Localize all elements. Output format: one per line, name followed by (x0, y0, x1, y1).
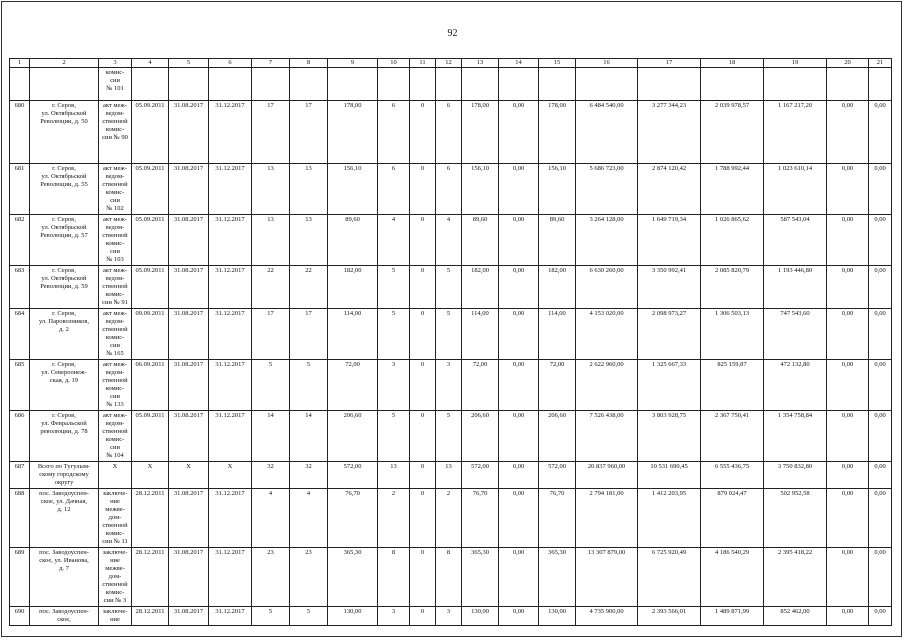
table-cell-col-1: 685 (10, 360, 30, 411)
table-cell-col-12: 5 (436, 411, 462, 462)
table-cell-col-19 (764, 68, 827, 101)
column-header-12: 12 (436, 59, 462, 68)
table-cell-col-20: 0,00 (827, 607, 869, 626)
table-cell-col-8: 23 (290, 548, 328, 607)
table-cell-col-10: 6 (378, 101, 410, 164)
table-cell-col-14: 0,00 (499, 411, 539, 462)
table-cell-col-17: 1 412 203,95 (638, 489, 701, 548)
table-cell-col-7 (252, 68, 290, 101)
table-cell-col-2: г. Серов, ул. Североонеж- ская, д. 19 (30, 360, 99, 411)
table-cell-col-13: 365,30 (462, 548, 499, 607)
page-number: 92 (447, 28, 458, 39)
table-cell-col-1 (10, 68, 30, 101)
table-cell-col-13: 76,70 (462, 489, 499, 548)
table-cell-col-16: 6 630 260,00 (576, 266, 638, 309)
table-cell-col-3: акт меж- ведом- ственной комис- сии № 165 (99, 309, 132, 360)
table-cell-col-20: 0,00 (827, 489, 869, 548)
table-cell-col-1: 688 (10, 489, 30, 548)
table-cell-col-10: 5 (378, 266, 410, 309)
table-cell-col-18: 2 085 820,79 (701, 266, 764, 309)
table-cell-col-4: 09.09.2011 (132, 309, 169, 360)
table-cell-col-15: 89,60 (539, 215, 576, 266)
column-header-11: 11 (410, 59, 436, 68)
table-cell-col-10: 3 (378, 360, 410, 411)
table-cell-col-16: 20 837 960,00 (576, 462, 638, 489)
table-cell-col-1: 681 (10, 164, 30, 215)
table-cell-col-20: 0,00 (827, 215, 869, 266)
table-cell-col-21: 0,00 (869, 607, 892, 626)
column-header-17: 17 (638, 59, 701, 68)
table-cell-col-20: 0,00 (827, 411, 869, 462)
table-cell-col-12: 6 (436, 101, 462, 164)
table-cell-col-3: заключе- ние межве- дом- ственной комис- сии № 3 (99, 548, 132, 607)
table-cell-col-6: 31.12.2017 (209, 548, 252, 607)
table-cell-col-14 (499, 68, 539, 101)
table-cell-col-11: 0 (410, 462, 436, 489)
table-row (10, 411, 892, 462)
table-cell-col-6: 31.12.2017 (209, 309, 252, 360)
table-cell-col-12: 6 (436, 164, 462, 215)
table-cell-col-1: 684 (10, 309, 30, 360)
table-cell-col-10: 13 (378, 462, 410, 489)
table-cell-col-11: 0 (410, 360, 436, 411)
table-row (10, 215, 892, 266)
table-cell-col-19: 2 395 418,22 (764, 548, 827, 607)
table-cell-col-1: 690 (10, 607, 30, 626)
table-cell-col-6: 31.12.2017 (209, 607, 252, 626)
table-cell-col-16: 6 484 540,00 (576, 101, 638, 164)
table-cell-col-5: 31.08.2017 (169, 164, 209, 215)
table-cell-col-4: 28.12.2011 (132, 607, 169, 626)
table-cell-col-4: 05.09.2011 (132, 411, 169, 462)
table-cell-col-16: 5 686 723,00 (576, 164, 638, 215)
column-header-6: 6 (209, 59, 252, 68)
table-cell-col-12: 3 (436, 360, 462, 411)
column-header-2: 2 (30, 59, 99, 68)
table-cell-col-15: 182,00 (539, 266, 576, 309)
table-cell-col-9: 365,30 (328, 548, 378, 607)
table-cell-col-3: заключе- ние (99, 607, 132, 626)
table-cell-col-17: 1 325 667,33 (638, 360, 701, 411)
table-cell-col-19: 1 023 610,14 (764, 164, 827, 215)
table-cell-col-4: 06.09.2011 (132, 360, 169, 411)
column-header-1: 1 (10, 59, 30, 68)
table-cell-col-6 (209, 68, 252, 101)
table-cell-col-14: 0,00 (499, 462, 539, 489)
table-cell-col-8: 17 (290, 309, 328, 360)
column-header-21: 21 (869, 59, 892, 68)
table-cell-col-5: 31.08.2017 (169, 309, 209, 360)
table-cell-col-14: 0,00 (499, 164, 539, 215)
column-header-14: 14 (499, 59, 539, 68)
table-cell-col-17: 2 098 973,27 (638, 309, 701, 360)
table-cell-col-18: 879 024,47 (701, 489, 764, 548)
table-cell-col-15: 206,60 (539, 411, 576, 462)
table-cell-col-2: г. Серов, ул. Октябрьской Революции, д. 59 (30, 266, 99, 309)
table-cell-col-7: 17 (252, 101, 290, 164)
table-cell-col-15: 76,70 (539, 489, 576, 548)
table-cell-col-1: 689 (10, 548, 30, 607)
table-cell-col-2: пос. Заводоуспен- ское, ул. Иванова, д. 7 (30, 548, 99, 607)
table-cell-col-3: заключе- ние межве- дом- ственной комис- сии № 11 (99, 489, 132, 548)
table-cell-col-9: 130,00 (328, 607, 378, 626)
table-cell-col-21: 0,00 (869, 309, 892, 360)
table-cell-col-19: 1 167 217,20 (764, 101, 827, 164)
table-cell-col-8: 4 (290, 489, 328, 548)
table-cell-col-19: 747 543,60 (764, 309, 827, 360)
table-cell-col-18: 1 026 865,62 (701, 215, 764, 266)
table-cell-col-11 (410, 68, 436, 101)
table-cell-col-11: 0 (410, 164, 436, 215)
column-header-7: 7 (252, 59, 290, 68)
table-cell-col-21: 0,00 (869, 548, 892, 607)
table-cell-col-21: 0,00 (869, 462, 892, 489)
table-cell-col-3: акт меж- ведом- ственной комис- сии № 103 (99, 215, 132, 266)
table-cell-col-19: 587 543,04 (764, 215, 827, 266)
table-cell-col-2: г. Серов, ул. Паровозников, д. 2 (30, 309, 99, 360)
table-cell-col-19: 502 952,58 (764, 489, 827, 548)
table-cell-col-21: 0,00 (869, 411, 892, 462)
table-cell-col-11: 0 (410, 548, 436, 607)
table-cell-col-17: 3 803 928,75 (638, 411, 701, 462)
column-header-18: 18 (701, 59, 764, 68)
table-cell-col-7: 13 (252, 215, 290, 266)
table-cell-col-17: 6 725 920,49 (638, 548, 701, 607)
table-cell-col-18: 6 555 436,75 (701, 462, 764, 489)
table-cell-col-16: 7 526 438,00 (576, 411, 638, 462)
table-cell-col-18 (701, 68, 764, 101)
table-cell-col-4: 05.09.2011 (132, 266, 169, 309)
table-cell-col-8: 22 (290, 266, 328, 309)
column-header-16: 16 (576, 59, 638, 68)
table-cell-col-20: 0,00 (827, 462, 869, 489)
table-cell-col-6: 31.12.2017 (209, 101, 252, 164)
table-cell-col-17: 3 350 992,41 (638, 266, 701, 309)
table-cell-col-13: 182,00 (462, 266, 499, 309)
table-cell-col-5: 31.08.2017 (169, 360, 209, 411)
table-cell-col-19: 472 132,80 (764, 360, 827, 411)
table-cell-col-14: 0,00 (499, 489, 539, 548)
table-cell-col-5: X (169, 462, 209, 489)
column-number-header (10, 59, 892, 68)
table-cell-col-1: 683 (10, 266, 30, 309)
table-cell-col-4: 05.09.2011 (132, 215, 169, 266)
table-cell-col-18: 825 159,87 (701, 360, 764, 411)
table-cell-col-3: акт меж- ведом- ственной комис- сии № 104 (99, 411, 132, 462)
table-cell-col-7: 22 (252, 266, 290, 309)
table-cell-col-8: 17 (290, 101, 328, 164)
table-cell-col-4: X (132, 462, 169, 489)
table-cell-col-16: 4 153 020,00 (576, 309, 638, 360)
table-cell-col-21: 0,00 (869, 164, 892, 215)
table-cell-col-15: 178,00 (539, 101, 576, 164)
table-row (10, 266, 892, 309)
table-cell-col-21: 0,00 (869, 266, 892, 309)
table-cell-col-10: 4 (378, 215, 410, 266)
table-cell-col-11: 0 (410, 101, 436, 164)
table-cell-col-2: пос. Заводоуспен- ское, ул. Дачная, д. 12 (30, 489, 99, 548)
table-cell-col-19: 1 354 758,84 (764, 411, 827, 462)
table-cell-col-8 (290, 68, 328, 101)
table-cell-col-3: X (99, 462, 132, 489)
table-cell-col-14: 0,00 (499, 360, 539, 411)
table-row (10, 164, 892, 215)
table-cell-col-12: 5 (436, 266, 462, 309)
table-cell-col-16 (576, 68, 638, 101)
table-cell-col-2: г. Серов, ул. Февральской революции, д. 78 (30, 411, 99, 462)
table-cell-col-15: 156,10 (539, 164, 576, 215)
table-cell-col-14: 0,00 (499, 607, 539, 626)
table-cell-col-17: 2 874 120,42 (638, 164, 701, 215)
table-cell-col-18: 1 788 992,44 (701, 164, 764, 215)
table-cell-col-13: 114,00 (462, 309, 499, 360)
table-cell-col-18: 1 306 503,13 (701, 309, 764, 360)
table-cell-col-10: 3 (378, 607, 410, 626)
table-cell-col-20 (827, 68, 869, 101)
table-cell-col-5: 31.08.2017 (169, 266, 209, 309)
table-cell-col-17 (638, 68, 701, 101)
table-row (10, 607, 892, 626)
table-cell-col-13 (462, 68, 499, 101)
table-cell-col-15 (539, 68, 576, 101)
table-cell-col-16: 3 264 128,00 (576, 215, 638, 266)
table-cell-col-19: 852 462,00 (764, 607, 827, 626)
table-cell-col-8: 5 (290, 360, 328, 411)
table-cell-col-4: 28.12.2011 (132, 548, 169, 607)
table-cell-col-16: 2 794 181,00 (576, 489, 638, 548)
table-cell-col-1: 682 (10, 215, 30, 266)
table-cell-col-3: акт меж- ведом- ственной комис- сии № 91 (99, 266, 132, 309)
table-cell-col-13: 72,00 (462, 360, 499, 411)
table-cell-col-4: 28.12.2011 (132, 489, 169, 548)
table-cell-col-9: 114,00 (328, 309, 378, 360)
table-cell-col-3: комис- сии № 101 (99, 68, 132, 101)
table-cell-col-21: 0,00 (869, 215, 892, 266)
table-cell-col-6: 31.12.2017 (209, 215, 252, 266)
table-cell-col-15: 572,00 (539, 462, 576, 489)
table-row (10, 462, 892, 489)
column-header-5: 5 (169, 59, 209, 68)
table-cell-col-9: 182,00 (328, 266, 378, 309)
table-cell-col-17: 1 649 719,34 (638, 215, 701, 266)
table-cell-col-13: 130,00 (462, 607, 499, 626)
column-header-3: 3 (99, 59, 132, 68)
table-cell-col-9: 89,60 (328, 215, 378, 266)
column-header-13: 13 (462, 59, 499, 68)
table-cell-col-2: г. Серов, ул. Октябрьской Революции, д. 50 (30, 101, 99, 164)
table-cell-col-9 (328, 68, 378, 101)
table-cell-col-9: 572,00 (328, 462, 378, 489)
table-cell-col-3: акт меж- ведом- ственной комис- сии № 90 (99, 101, 132, 164)
table-row (10, 68, 892, 101)
table-cell-col-5: 31.08.2017 (169, 101, 209, 164)
table-cell-col-6: 31.12.2017 (209, 411, 252, 462)
table-cell-col-11: 0 (410, 215, 436, 266)
table-cell-col-5: 31.08.2017 (169, 215, 209, 266)
table-cell-col-8: 14 (290, 411, 328, 462)
column-header-20: 20 (827, 59, 869, 68)
column-header-8: 8 (290, 59, 328, 68)
table-cell-col-20: 0,00 (827, 101, 869, 164)
table-cell-col-15: 114,00 (539, 309, 576, 360)
data-table (9, 58, 892, 626)
table-cell-col-16: 13 307 879,00 (576, 548, 638, 607)
table-cell-col-20: 0,00 (827, 309, 869, 360)
table-cell-col-7: 14 (252, 411, 290, 462)
table-cell-col-10: 2 (378, 489, 410, 548)
table-cell-col-7: 23 (252, 548, 290, 607)
table-cell-col-14: 0,00 (499, 215, 539, 266)
table-cell-col-4: 05.09.2011 (132, 164, 169, 215)
table-cell-col-9: 156,10 (328, 164, 378, 215)
table-cell-col-14: 0,00 (499, 309, 539, 360)
table-cell-col-7: 5 (252, 360, 290, 411)
table-cell-col-13: 89,60 (462, 215, 499, 266)
table-cell-col-7: 5 (252, 607, 290, 626)
table-cell-col-21: 0,00 (869, 101, 892, 164)
table-cell-col-11: 0 (410, 489, 436, 548)
table-row (10, 489, 892, 548)
table-cell-col-20: 0,00 (827, 266, 869, 309)
table-cell-col-21: 0,00 (869, 360, 892, 411)
table-cell-col-20: 0,00 (827, 360, 869, 411)
table-cell-col-9: 206,60 (328, 411, 378, 462)
table-cell-col-16: 4 735 900,00 (576, 607, 638, 626)
table-cell-col-12: 2 (436, 489, 462, 548)
table-cell-col-15: 365,30 (539, 548, 576, 607)
table-cell-col-12 (436, 68, 462, 101)
column-header-4: 4 (132, 59, 169, 68)
table-cell-col-17: 3 277 344,23 (638, 101, 701, 164)
table-cell-col-8: 32 (290, 462, 328, 489)
table-cell-col-14: 0,00 (499, 548, 539, 607)
column-header-15: 15 (539, 59, 576, 68)
table-cell-col-12: 13 (436, 462, 462, 489)
table-cell-col-12: 8 (436, 548, 462, 607)
table-cell-col-6: 31.12.2017 (209, 360, 252, 411)
table-cell-col-7: 4 (252, 489, 290, 548)
table-cell-col-12: 5 (436, 309, 462, 360)
table-cell-col-6: 31.12.2017 (209, 489, 252, 548)
table-cell-col-21: 0,00 (869, 489, 892, 548)
table-cell-col-7: 32 (252, 462, 290, 489)
table-cell-col-13: 156,10 (462, 164, 499, 215)
table-cell-col-5: 31.08.2017 (169, 607, 209, 626)
table-cell-col-5 (169, 68, 209, 101)
table-cell-col-16: 2 622 960,00 (576, 360, 638, 411)
table-cell-col-12: 3 (436, 607, 462, 626)
table-cell-col-13: 572,00 (462, 462, 499, 489)
table-cell-col-6: 31.12.2017 (209, 266, 252, 309)
table-cell-col-20: 0,00 (827, 548, 869, 607)
table-cell-col-19: 3 750 832,80 (764, 462, 827, 489)
table-cell-col-4 (132, 68, 169, 101)
table-cell-col-2: г. Серов, ул. Октябрьской Революции, д. 57 (30, 215, 99, 266)
table-cell-col-21 (869, 68, 892, 101)
table-cell-col-11: 0 (410, 411, 436, 462)
table-cell-col-2 (30, 68, 99, 101)
table-cell-col-7: 17 (252, 309, 290, 360)
table-cell-col-2: Всего по Тугулым- скому городскому округу (30, 462, 99, 489)
table-cell-col-8: 13 (290, 215, 328, 266)
table-cell-col-10: 6 (378, 164, 410, 215)
column-header-9: 9 (328, 59, 378, 68)
table-cell-col-12: 4 (436, 215, 462, 266)
table-cell-col-18: 2 039 978,57 (701, 101, 764, 164)
table-row (10, 548, 892, 607)
table-cell-col-3: акт меж- ведом- ственной комис- сии № 102 (99, 164, 132, 215)
table-cell-col-9: 72,00 (328, 360, 378, 411)
table-cell-col-5: 31.08.2017 (169, 489, 209, 548)
table-cell-col-14: 0,00 (499, 101, 539, 164)
table-cell-col-8: 5 (290, 607, 328, 626)
table-cell-col-11: 0 (410, 266, 436, 309)
table-cell-col-14: 0,00 (499, 266, 539, 309)
table-cell-col-10: 5 (378, 411, 410, 462)
table-cell-col-13: 178,00 (462, 101, 499, 164)
table-cell-col-1: 680 (10, 101, 30, 164)
table-cell-col-3: акт меж- ведом- ственной комис- сии № 133 (99, 360, 132, 411)
table-cell-col-18: 4 186 540,29 (701, 548, 764, 607)
table-cell-col-17: 10 531 690,45 (638, 462, 701, 489)
table-cell-col-15: 130,00 (539, 607, 576, 626)
table-cell-col-4: 05.09.2011 (132, 101, 169, 164)
table-cell-col-19: 1 193 446,80 (764, 266, 827, 309)
table-cell-col-11: 0 (410, 607, 436, 626)
table-cell-col-9: 76,70 (328, 489, 378, 548)
table-cell-col-5: 31.08.2017 (169, 548, 209, 607)
table-cell-col-6: 31.12.2017 (209, 164, 252, 215)
table-cell-col-15: 72,00 (539, 360, 576, 411)
table-cell-col-13: 206,60 (462, 411, 499, 462)
table-cell-col-6: X (209, 462, 252, 489)
table-cell-col-2: г. Серов, ул. Октябрьской Революции, д. 55 (30, 164, 99, 215)
table-row (10, 101, 892, 164)
table-cell-col-10: 8 (378, 548, 410, 607)
table-cell-col-2: пос. Заводоуспен- ское, (30, 607, 99, 626)
table-cell-col-7: 13 (252, 164, 290, 215)
table-cell-col-11: 0 (410, 309, 436, 360)
column-header-19: 19 (764, 59, 827, 68)
table-cell-col-18: 1 489 871,99 (701, 607, 764, 626)
table-cell-col-9: 178,00 (328, 101, 378, 164)
table-row (10, 309, 892, 360)
table-cell-col-10 (378, 68, 410, 101)
table-cell-col-18: 2 367 750,41 (701, 411, 764, 462)
table-cell-col-10: 5 (378, 309, 410, 360)
table-cell-col-8: 13 (290, 164, 328, 215)
column-header-10: 10 (378, 59, 410, 68)
table-cell-col-1: 687 (10, 462, 30, 489)
table-cell-col-1: 686 (10, 411, 30, 462)
table-cell-col-5: 31.08.2017 (169, 411, 209, 462)
table-cell-col-20: 0,00 (827, 164, 869, 215)
table-row (10, 360, 892, 411)
table-cell-col-17: 2 393 566,01 (638, 607, 701, 626)
